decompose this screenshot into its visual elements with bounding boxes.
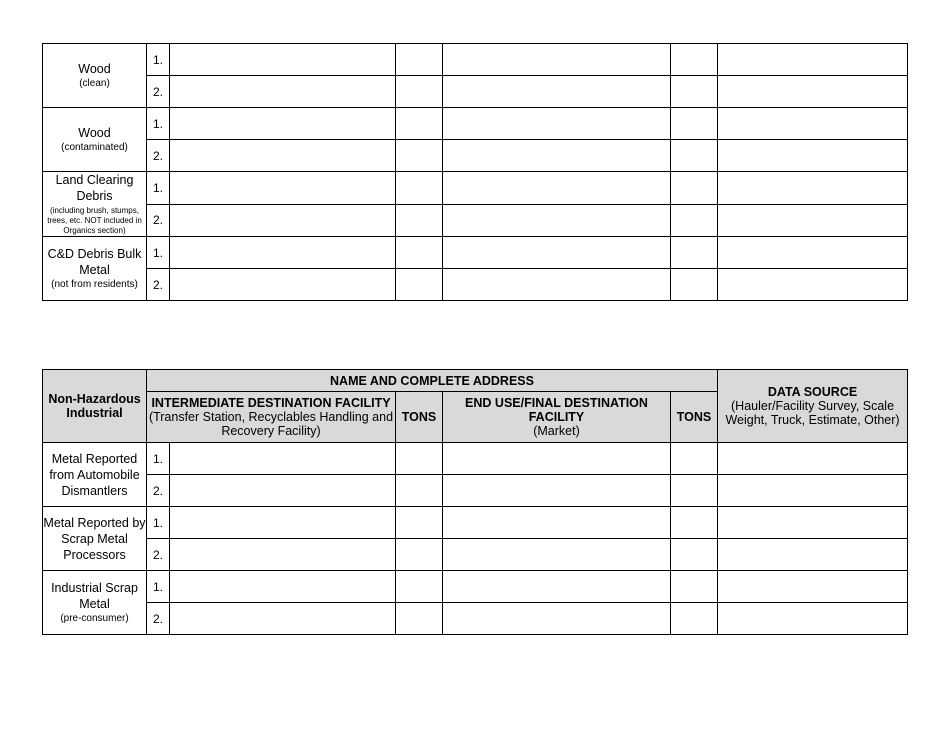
row-number: 1. [147,507,170,539]
row-number: 1. [147,172,170,205]
data-source-cell[interactable] [718,539,908,571]
category-cell-cd-debris-bulk-metal [43,237,147,301]
data-source-cell[interactable] [718,237,908,269]
category-title: Wood [78,126,111,140]
row-number: 2. [147,204,170,237]
tons-cell[interactable] [671,539,718,571]
tons-cell[interactable] [671,507,718,539]
table-row [43,603,908,635]
intermediate-facility-cell[interactable] [170,475,396,507]
end-use-detail: (Market) [533,424,580,438]
tons-cell[interactable] [396,269,443,301]
end-use-facility-cell[interactable] [443,76,671,108]
data-source-detail: (Hauler/Facility Survey, Scale Weight, Truck, Estimate, Other) [725,399,900,427]
tons-cell[interactable] [671,443,718,475]
tons-cell[interactable] [671,108,718,140]
category-header: Non-Hazardous Industrial [43,370,147,443]
header-row [43,370,908,392]
data-source-cell[interactable] [718,269,908,301]
table-row [43,204,908,237]
category-cell-automobile-dismantlers [43,443,147,507]
table-row [43,76,908,108]
tons-cell[interactable] [396,237,443,269]
end-use-facility-cell[interactable] [443,475,671,507]
data-source-cell[interactable] [718,44,908,76]
category-title: Wood [78,62,111,76]
tons-cell[interactable] [671,204,718,237]
intermediate-facility-cell[interactable] [170,44,396,76]
data-source-cell[interactable] [718,443,908,475]
tons-cell[interactable] [671,603,718,635]
end-use-title: END USE/FINAL DESTINATION FACILITY [465,396,648,424]
end-use-facility-header [443,392,671,443]
intermediate-facility-cell[interactable] [170,507,396,539]
end-use-facility-cell[interactable] [443,571,671,603]
tons-cell[interactable] [671,76,718,108]
tons-cell[interactable] [396,571,443,603]
tons-cell[interactable] [396,603,443,635]
table-row [43,443,908,475]
row-number: 2. [147,269,170,301]
intermediate-facility-cell[interactable] [170,108,396,140]
intermediate-facility-cell[interactable] [170,539,396,571]
table-row [43,108,908,140]
end-use-facility-cell[interactable] [443,172,671,205]
tons-cell[interactable] [396,172,443,205]
category-title: Metal Reported from Automobile Dismantlers [49,451,140,498]
intermediate-facility-cell[interactable] [170,269,396,301]
intermediate-detail: (Transfer Station, Recyclables Handling and Recovery Facility) [148,410,394,438]
category-subtitle: (contaminated) [61,142,128,153]
tons-cell[interactable] [396,204,443,237]
category-title: Industrial Scrap Metal [51,581,138,611]
category-subtitle: (not from residents) [51,279,138,290]
category-cell-industrial-scrap-metal [43,571,147,635]
table-row [43,571,908,603]
table-row [43,507,908,539]
tons-cell[interactable] [396,539,443,571]
tons-header: TONS [396,392,443,443]
data-source-cell[interactable] [718,204,908,237]
row-number: 1. [147,237,170,269]
tons-cell[interactable] [671,172,718,205]
table-row [43,44,908,76]
row-number: 1. [147,571,170,603]
intermediate-facility-cell[interactable] [170,172,396,205]
category-cell-scrap-metal-processors [43,507,147,571]
row-number: 2. [147,475,170,507]
table-row [43,475,908,507]
data-source-cell[interactable] [718,172,908,205]
end-use-facility-cell[interactable] [443,204,671,237]
end-use-facility-cell[interactable] [443,507,671,539]
tons-cell[interactable] [671,571,718,603]
category-subtitle: (pre-consumer) [60,613,129,624]
category-subtitle: (clean) [79,78,110,89]
category-title: Metal Reported by Scrap Metal Processors [43,515,146,562]
data-source-cell[interactable] [718,603,908,635]
row-number: 2. [147,140,170,172]
tons-cell[interactable] [396,140,443,172]
category-cell-wood-contaminated [43,108,147,172]
tons-cell[interactable] [396,507,443,539]
data-source-cell[interactable] [718,140,908,172]
tons-cell[interactable] [396,76,443,108]
end-use-facility-cell[interactable] [443,237,671,269]
tons-cell[interactable] [396,475,443,507]
table-row [43,269,908,301]
end-use-facility-cell[interactable] [443,539,671,571]
data-source-title: DATA SOURCE [767,385,858,399]
data-source-cell[interactable] [718,571,908,603]
end-use-facility-cell[interactable] [443,269,671,301]
category-cell-wood-clean [43,44,147,108]
row-number: 2. [147,603,170,635]
tons-cell[interactable] [671,140,718,172]
end-use-facility-cell[interactable] [443,140,671,172]
tons-cell[interactable] [396,108,443,140]
tons-cell[interactable] [671,44,718,76]
data-source-header [718,370,908,443]
recycling-table-wood-metal [42,43,908,301]
intermediate-facility-cell[interactable] [170,571,396,603]
category-title: Land Clearing Debris [55,173,134,203]
end-use-facility-cell[interactable] [443,108,671,140]
data-source-cell[interactable] [718,507,908,539]
intermediate-title: INTERMEDIATE DESTINATION FACILITY [151,396,391,410]
tons-cell[interactable] [396,443,443,475]
data-source-cell[interactable] [718,108,908,140]
tons-cell[interactable] [671,237,718,269]
end-use-facility-cell[interactable] [443,44,671,76]
tons-header: TONS [671,392,718,443]
end-use-facility-cell[interactable] [443,443,671,475]
data-source-cell[interactable] [718,76,908,108]
tons-cell[interactable] [671,475,718,507]
name-address-header: NAME AND COMPLETE ADDRESS [147,370,718,392]
intermediate-facility-cell[interactable] [170,443,396,475]
intermediate-facility-cell[interactable] [170,76,396,108]
table-row [43,237,908,269]
intermediate-facility-header [147,392,396,443]
row-number: 2. [147,76,170,108]
row-number: 1. [147,443,170,475]
row-number: 1. [147,108,170,140]
tons-cell[interactable] [671,269,718,301]
table-row [43,172,908,205]
row-number: 2. [147,539,170,571]
intermediate-facility-cell[interactable] [170,237,396,269]
intermediate-facility-cell[interactable] [170,603,396,635]
recycling-table-non-hazardous-industrial [42,369,908,635]
data-source-cell[interactable] [718,475,908,507]
category-cell-land-clearing-debris [43,172,147,237]
row-number: 1. [147,44,170,76]
table-row [43,539,908,571]
tons-cell[interactable] [396,44,443,76]
table-row [43,140,908,172]
category-title: C&D Debris Bulk Metal [47,247,142,277]
intermediate-facility-cell[interactable] [170,204,396,237]
end-use-facility-cell[interactable] [443,603,671,635]
intermediate-facility-cell[interactable] [170,140,396,172]
category-note: (including brush, stumps, trees, etc. NOT included in Organics section) [47,206,142,235]
